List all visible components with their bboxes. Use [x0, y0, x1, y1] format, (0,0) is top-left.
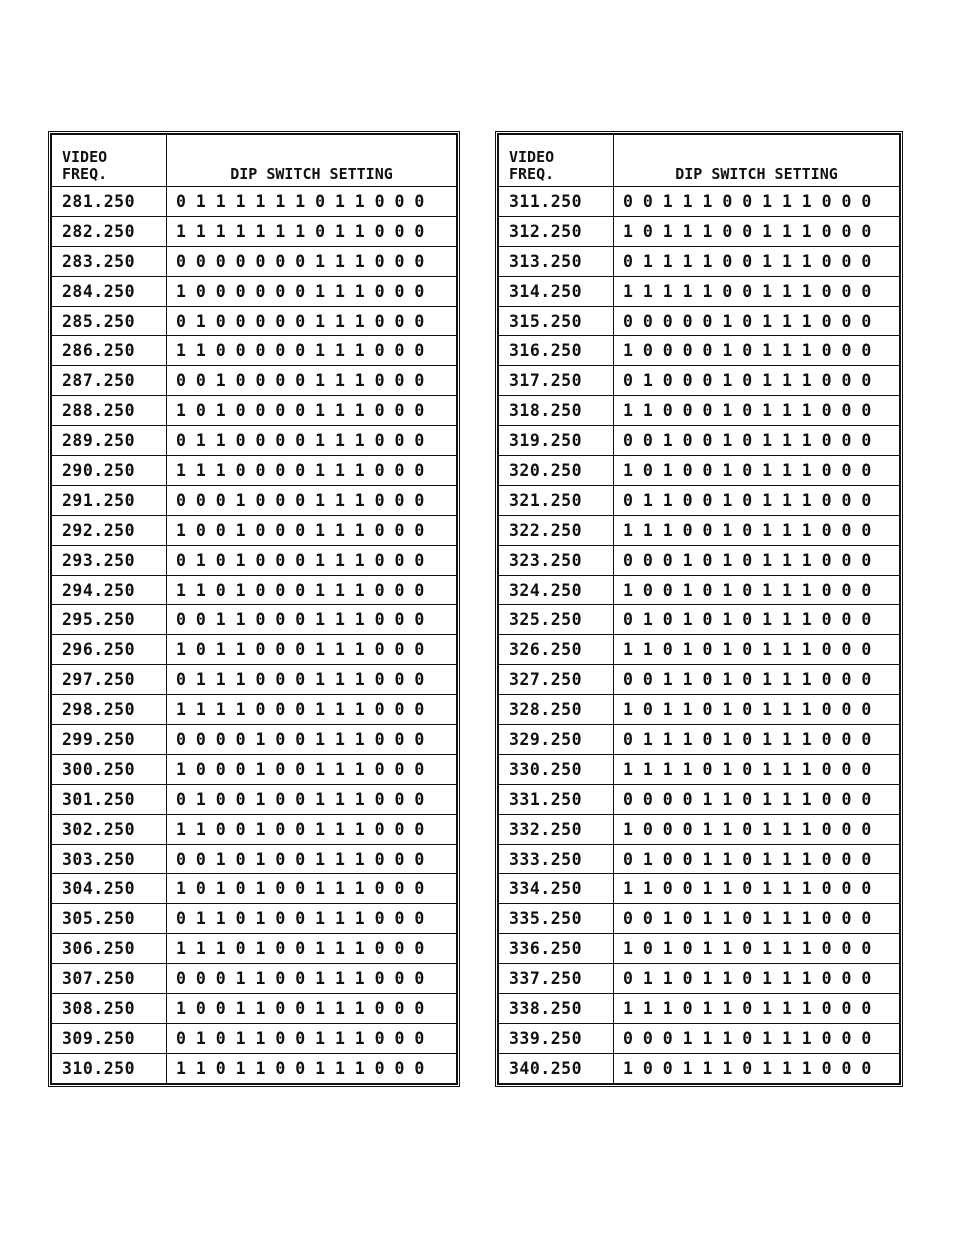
table-row — [52, 426, 457, 456]
table-row — [499, 396, 900, 426]
table-row — [52, 485, 457, 515]
table-row — [499, 754, 900, 784]
video-freq-cell: 315.250 — [499, 306, 614, 336]
video-freq-cell: 312.250 — [499, 216, 614, 246]
dip-setting-cell: 0 1 1 1 0 0 0 1 1 1 0 0 0 — [167, 665, 457, 695]
video-freq-cell: 314.250 — [499, 276, 614, 306]
table-row — [52, 814, 457, 844]
table-row — [499, 934, 900, 964]
video-freq-cell: 324.250 — [499, 575, 614, 605]
table-row — [499, 1053, 900, 1083]
dip-setting-cell: 0 1 0 0 0 1 0 1 1 1 0 0 0 — [614, 366, 900, 396]
video-freq-cell: 293.250 — [52, 545, 167, 575]
dip-setting-cell: 1 1 0 1 1 0 0 1 1 1 0 0 0 — [167, 1053, 457, 1083]
table-row — [499, 276, 900, 306]
dip-setting-cell: 1 0 1 0 1 0 0 1 1 1 0 0 0 — [167, 874, 457, 904]
dip-setting-cell: 1 1 0 0 0 0 0 1 1 1 0 0 0 — [167, 336, 457, 366]
dip-setting-cell: 1 0 0 0 1 1 0 1 1 1 0 0 0 — [614, 814, 900, 844]
video-freq-cell: 337.250 — [499, 964, 614, 994]
video-freq-cell: 311.250 — [499, 187, 614, 217]
table-row — [499, 964, 900, 994]
table-row — [52, 306, 457, 336]
dip-setting-cell: 1 0 0 1 1 0 0 1 1 1 0 0 0 — [167, 994, 457, 1024]
table-row — [499, 1023, 900, 1053]
table-row — [499, 814, 900, 844]
video-freq-cell: 294.250 — [52, 575, 167, 605]
video-freq-cell: 334.250 — [499, 874, 614, 904]
dip-setting-cell: 0 1 1 1 0 1 0 1 1 1 0 0 0 — [614, 725, 900, 755]
dip-setting-cell: 0 0 0 1 1 1 0 1 1 1 0 0 0 — [614, 1023, 900, 1053]
dip-setting-cell: 0 1 0 1 1 0 0 1 1 1 0 0 0 — [167, 1023, 457, 1053]
table-row — [52, 784, 457, 814]
table-row — [499, 515, 900, 545]
video-freq-cell: 318.250 — [499, 396, 614, 426]
dip-setting-cell: 1 1 0 0 1 1 0 1 1 1 0 0 0 — [614, 874, 900, 904]
video-freq-cell: 299.250 — [52, 725, 167, 755]
dip-setting-cell: 0 1 1 0 0 0 0 1 1 1 0 0 0 — [167, 426, 457, 456]
video-freq-cell: 327.250 — [499, 665, 614, 695]
video-freq-cell: 321.250 — [499, 485, 614, 515]
video-freq-cell: 301.250 — [52, 784, 167, 814]
table-row — [52, 1053, 457, 1083]
dip-setting-cell: 0 0 1 1 0 0 0 1 1 1 0 0 0 — [167, 605, 457, 635]
table-row — [52, 754, 457, 784]
table-row — [52, 904, 457, 934]
table-row — [499, 456, 900, 486]
right-dip-table — [495, 131, 903, 1087]
table-row — [52, 575, 457, 605]
video-freq-header — [499, 135, 614, 187]
dip-setting-cell: 0 1 0 0 0 0 0 1 1 1 0 0 0 — [167, 306, 457, 336]
header-row — [52, 135, 457, 187]
video-freq-cell: 286.250 — [52, 336, 167, 366]
table-row — [52, 515, 457, 545]
dip-setting-cell: 1 1 0 1 0 0 0 1 1 1 0 0 0 — [167, 575, 457, 605]
video-freq-cell: 338.250 — [499, 994, 614, 1024]
dip-setting-cell: 0 1 1 0 1 0 0 1 1 1 0 0 0 — [167, 904, 457, 934]
left-table-body — [52, 187, 457, 1084]
table-row — [499, 306, 900, 336]
dip-setting-cell: 0 1 0 1 0 1 0 1 1 1 0 0 0 — [614, 605, 900, 635]
freq-label: FREQ. — [62, 165, 108, 183]
table-row — [52, 366, 457, 396]
video-freq-cell: 302.250 — [52, 814, 167, 844]
dip-setting-cell: 0 0 1 0 0 0 0 1 1 1 0 0 0 — [167, 366, 457, 396]
table-row — [52, 934, 457, 964]
table-row — [499, 994, 900, 1024]
dip-setting-cell: 1 0 1 1 0 0 0 1 1 1 0 0 0 — [167, 635, 457, 665]
table-row — [499, 485, 900, 515]
video-freq-cell: 333.250 — [499, 844, 614, 874]
table-row — [499, 635, 900, 665]
video-freq-cell: 300.250 — [52, 754, 167, 784]
table-row — [52, 216, 457, 246]
video-freq-cell: 288.250 — [52, 396, 167, 426]
dip-setting-cell: 0 1 1 1 1 1 1 0 1 1 0 0 0 — [167, 187, 457, 217]
dip-setting-cell: 1 1 1 0 0 0 0 1 1 1 0 0 0 — [167, 456, 457, 486]
video-freq-cell: 281.250 — [52, 187, 167, 217]
table-row — [52, 844, 457, 874]
table-row — [499, 187, 900, 217]
table-row — [52, 605, 457, 635]
table-row — [52, 336, 457, 366]
video-freq-cell: 336.250 — [499, 934, 614, 964]
table-row — [499, 874, 900, 904]
video-freq-cell: 330.250 — [499, 754, 614, 784]
table-row — [499, 246, 900, 276]
dip-setting-cell: 1 0 0 0 0 1 0 1 1 1 0 0 0 — [614, 336, 900, 366]
video-freq-cell: 289.250 — [52, 426, 167, 456]
dip-setting-cell: 1 0 0 1 0 1 0 1 1 1 0 0 0 — [614, 575, 900, 605]
video-freq-cell: 323.250 — [499, 545, 614, 575]
video-freq-cell: 340.250 — [499, 1053, 614, 1083]
video-freq-cell: 296.250 — [52, 635, 167, 665]
video-freq-cell: 308.250 — [52, 994, 167, 1024]
video-freq-cell: 335.250 — [499, 904, 614, 934]
table-row — [499, 605, 900, 635]
table-row — [52, 725, 457, 755]
table-row — [52, 187, 457, 217]
dip-setting-cell: 1 1 0 0 1 0 0 1 1 1 0 0 0 — [167, 814, 457, 844]
video-freq-cell: 297.250 — [52, 665, 167, 695]
dip-setting-cell: 0 1 1 1 1 0 0 1 1 1 0 0 0 — [614, 246, 900, 276]
video-freq-cell: 284.250 — [52, 276, 167, 306]
right-table-body — [499, 187, 900, 1084]
video-freq-cell: 325.250 — [499, 605, 614, 635]
dip-setting-cell: 1 0 1 0 0 0 0 1 1 1 0 0 0 — [167, 396, 457, 426]
header-row — [499, 135, 900, 187]
table-row — [52, 665, 457, 695]
dip-setting-cell: 0 0 0 0 1 0 0 1 1 1 0 0 0 — [167, 725, 457, 755]
video-label: VIDEO — [62, 148, 108, 166]
dip-setting-cell: 1 1 0 1 0 1 0 1 1 1 0 0 0 — [614, 635, 900, 665]
video-freq-cell: 307.250 — [52, 964, 167, 994]
dip-setting-cell: 0 0 1 1 1 0 0 1 1 1 0 0 0 — [614, 187, 900, 217]
dip-setting-cell: 0 0 0 0 0 0 0 1 1 1 0 0 0 — [167, 246, 457, 276]
video-freq-cell: 316.250 — [499, 336, 614, 366]
table-row — [52, 874, 457, 904]
dip-setting-cell: 1 1 0 0 0 1 0 1 1 1 0 0 0 — [614, 396, 900, 426]
dip-setting-cell: 1 1 1 0 0 1 0 1 1 1 0 0 0 — [614, 515, 900, 545]
table-row — [499, 545, 900, 575]
freq-label: FREQ. — [509, 165, 555, 183]
table-row — [52, 396, 457, 426]
left-table — [51, 134, 457, 1084]
table-row — [499, 336, 900, 366]
dip-setting-cell: 0 1 1 0 1 1 0 1 1 1 0 0 0 — [614, 964, 900, 994]
dip-setting-cell: 1 0 0 0 1 0 0 1 1 1 0 0 0 — [167, 754, 457, 784]
dip-setting-cell: 0 0 0 1 1 0 0 1 1 1 0 0 0 — [167, 964, 457, 994]
video-freq-cell: 332.250 — [499, 814, 614, 844]
dip-setting-cell: 0 0 1 0 0 1 0 1 1 1 0 0 0 — [614, 426, 900, 456]
dip-setting-cell: 1 0 1 1 0 1 0 1 1 1 0 0 0 — [614, 695, 900, 725]
video-freq-cell: 331.250 — [499, 784, 614, 814]
table-row — [499, 366, 900, 396]
video-label: VIDEO — [509, 148, 555, 166]
video-freq-cell: 292.250 — [52, 515, 167, 545]
dip-setting-cell: 1 1 1 1 0 0 0 1 1 1 0 0 0 — [167, 695, 457, 725]
table-row — [52, 964, 457, 994]
dip-setting-cell: 1 1 1 1 1 0 0 1 1 1 0 0 0 — [614, 276, 900, 306]
dip-setting-cell: 0 1 0 0 1 1 0 1 1 1 0 0 0 — [614, 844, 900, 874]
left-dip-table — [48, 131, 460, 1087]
dip-setting-cell: 0 0 1 1 0 1 0 1 1 1 0 0 0 — [614, 665, 900, 695]
video-freq-cell: 313.250 — [499, 246, 614, 276]
video-freq-header — [52, 135, 167, 187]
video-freq-cell: 329.250 — [499, 725, 614, 755]
video-freq-cell: 319.250 — [499, 426, 614, 456]
table-row — [52, 635, 457, 665]
table-row — [499, 784, 900, 814]
table-row — [52, 276, 457, 306]
video-freq-cell: 304.250 — [52, 874, 167, 904]
dip-setting-cell: 0 0 1 0 1 1 0 1 1 1 0 0 0 — [614, 904, 900, 934]
video-freq-cell: 305.250 — [52, 904, 167, 934]
video-freq-cell: 298.250 — [52, 695, 167, 725]
table-row — [499, 725, 900, 755]
table-row — [499, 665, 900, 695]
video-freq-cell: 309.250 — [52, 1023, 167, 1053]
video-freq-cell: 322.250 — [499, 515, 614, 545]
dip-setting-cell: 1 0 1 0 0 1 0 1 1 1 0 0 0 — [614, 456, 900, 486]
video-freq-cell: 287.250 — [52, 366, 167, 396]
video-freq-cell: 328.250 — [499, 695, 614, 725]
video-freq-cell: 282.250 — [52, 216, 167, 246]
video-freq-cell: 290.250 — [52, 456, 167, 486]
video-freq-cell: 291.250 — [52, 485, 167, 515]
table-row — [52, 456, 457, 486]
table-row — [52, 695, 457, 725]
video-freq-cell: 317.250 — [499, 366, 614, 396]
dip-setting-cell: 0 0 0 0 1 1 0 1 1 1 0 0 0 — [614, 784, 900, 814]
dip-setting-cell: 0 0 0 1 0 0 0 1 1 1 0 0 0 — [167, 485, 457, 515]
video-freq-cell: 306.250 — [52, 934, 167, 964]
table-row — [499, 695, 900, 725]
dip-setting-cell: 1 0 0 1 1 1 0 1 1 1 0 0 0 — [614, 1053, 900, 1083]
dip-switch-header: DIP SWITCH SETTING — [167, 135, 457, 187]
table-row — [52, 246, 457, 276]
dip-switch-header: DIP SWITCH SETTING — [614, 135, 900, 187]
video-freq-cell: 310.250 — [52, 1053, 167, 1083]
dip-setting-cell: 1 1 1 0 1 0 0 1 1 1 0 0 0 — [167, 934, 457, 964]
table-row — [499, 904, 900, 934]
dip-setting-cell: 0 1 0 1 0 0 0 1 1 1 0 0 0 — [167, 545, 457, 575]
video-freq-cell: 283.250 — [52, 246, 167, 276]
dip-setting-cell: 0 0 1 0 1 0 0 1 1 1 0 0 0 — [167, 844, 457, 874]
video-freq-cell: 295.250 — [52, 605, 167, 635]
table-row — [499, 216, 900, 246]
video-freq-cell: 285.250 — [52, 306, 167, 336]
dip-setting-cell: 0 1 0 0 1 0 0 1 1 1 0 0 0 — [167, 784, 457, 814]
dip-setting-cell: 0 0 0 0 0 1 0 1 1 1 0 0 0 — [614, 306, 900, 336]
dip-setting-cell: 1 0 0 1 0 0 0 1 1 1 0 0 0 — [167, 515, 457, 545]
table-row — [52, 1023, 457, 1053]
dip-setting-cell: 1 0 1 0 1 1 0 1 1 1 0 0 0 — [614, 934, 900, 964]
dip-setting-cell: 1 0 1 1 1 0 0 1 1 1 0 0 0 — [614, 216, 900, 246]
table-row — [52, 545, 457, 575]
dip-setting-cell: 1 1 1 1 0 1 0 1 1 1 0 0 0 — [614, 754, 900, 784]
right-table — [498, 134, 900, 1084]
table-row — [52, 994, 457, 1024]
table-row — [499, 844, 900, 874]
table-row — [499, 575, 900, 605]
dip-setting-cell: 1 1 1 0 1 1 0 1 1 1 0 0 0 — [614, 994, 900, 1024]
video-freq-cell: 320.250 — [499, 456, 614, 486]
table-row — [499, 426, 900, 456]
dip-setting-cell: 1 1 1 1 1 1 1 0 1 1 0 0 0 — [167, 216, 457, 246]
dip-setting-cell: 1 0 0 0 0 0 0 1 1 1 0 0 0 — [167, 276, 457, 306]
video-freq-cell: 303.250 — [52, 844, 167, 874]
video-freq-cell: 339.250 — [499, 1023, 614, 1053]
dip-setting-cell: 0 1 1 0 0 1 0 1 1 1 0 0 0 — [614, 485, 900, 515]
video-freq-cell: 326.250 — [499, 635, 614, 665]
dip-setting-cell: 0 0 0 1 0 1 0 1 1 1 0 0 0 — [614, 545, 900, 575]
